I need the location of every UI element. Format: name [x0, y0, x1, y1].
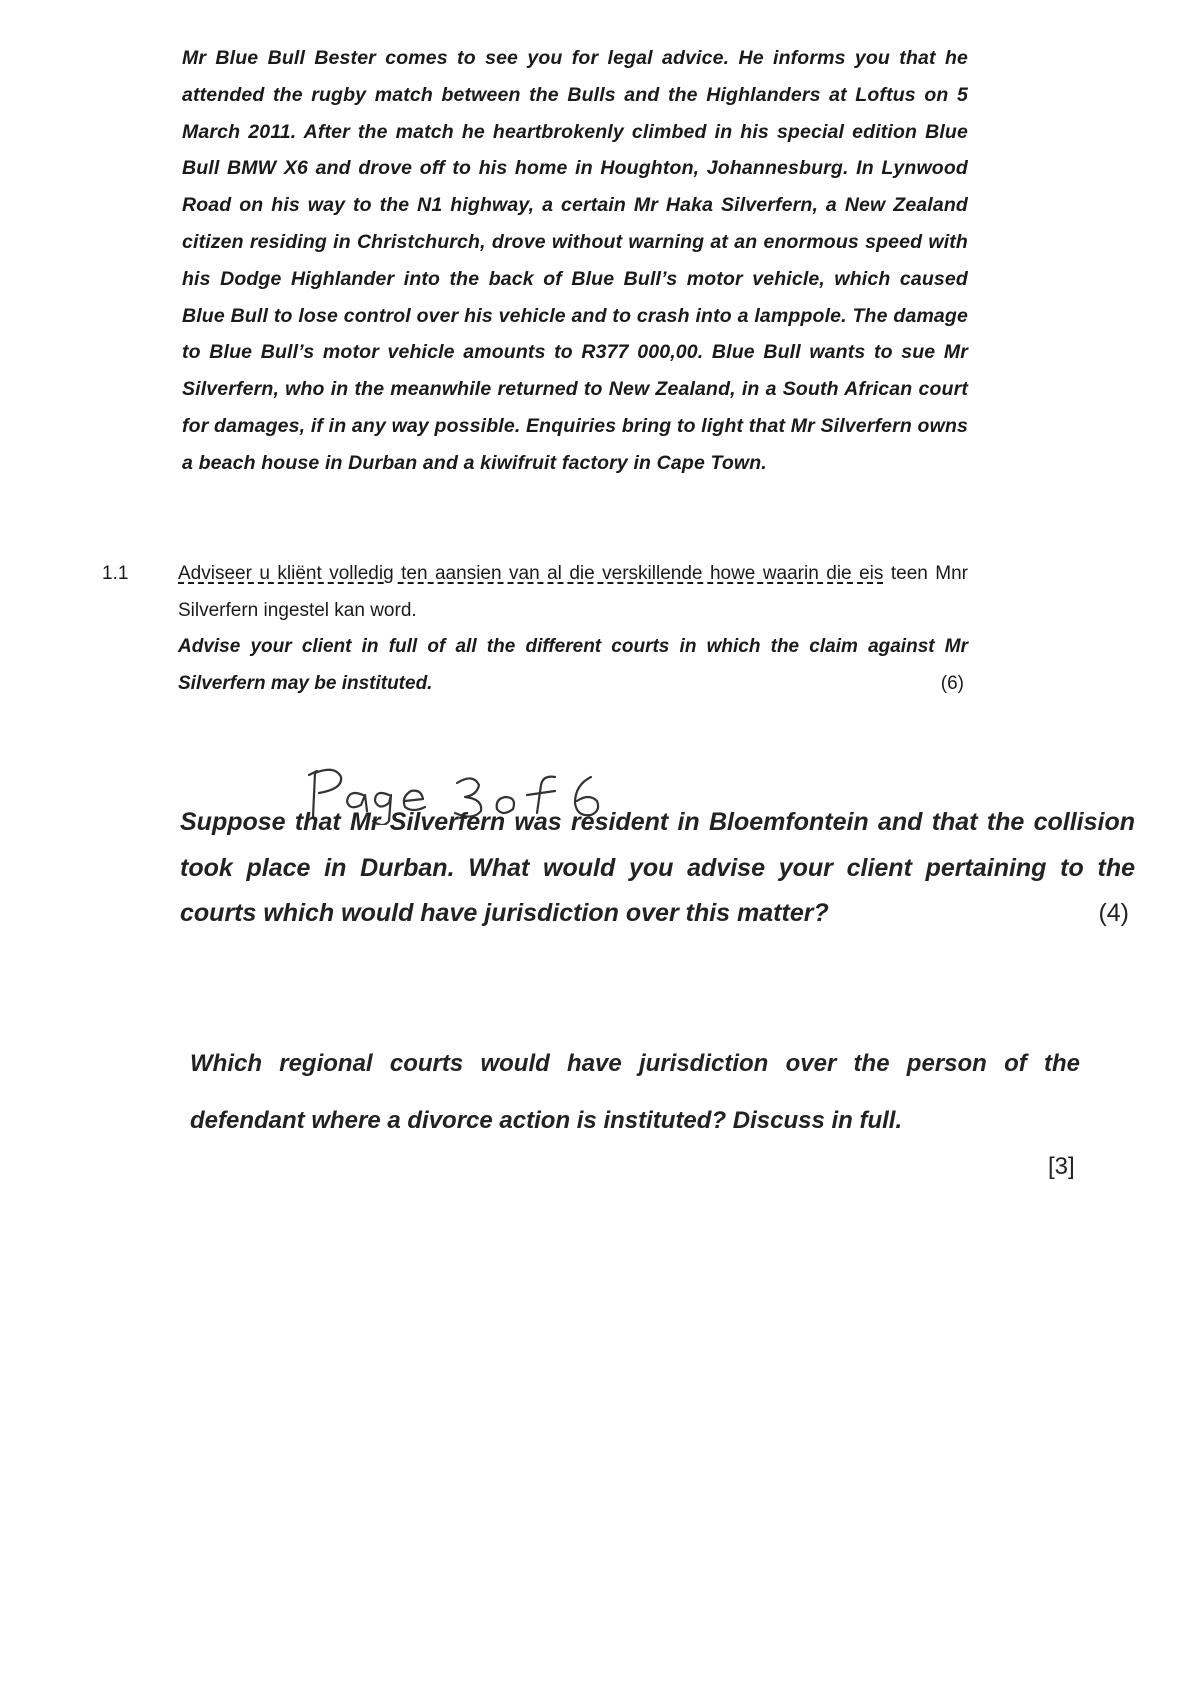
question-3-marks: [3]: [1048, 1153, 1075, 1180]
scenario-paragraph: Mr Blue Bull Bester comes to see you for legal advice. He informs you that he attended the rugby match between the Bulls and the Highlanders at Loftus on 5 March 2011. After the match he heartbrokenly climbed in his special edition Blue Bull BMW X6 and drove off to his home in Houghton, Johannesburg. In Lynwood Road on his way to the N1 highway, a certain Mr Haka Silverfern, a New Zealand citizen residing in Christchurch, drove without warning at an enormous speed with his Dodge Highlander into the back of Blue Bull’s motor vehicle, which caused Blue Bull to lose control over his vehicle and to crash into a lamppole. The damage to Blue Bull’s motor vehicle amounts to R377 000,00. Blue Bull wants to sue Mr Silverfern, who in the meanwhile returned to New Zealand, in a South African court for damages, if in any way possible. Enquiries bring to light that Mr Silverfern owns a beach house in Durban and a kiwifruit factory in Cape Town.: [182, 47, 968, 474]
question-afrikaans: [178, 556, 968, 629]
question-2-text: Suppose that Mr Silverfern was resident in Bloemfontein and that the collision took place in Durban. What would you advise your client pertaining to the courts which would have jurisdiction over this matter?: [180, 808, 1135, 927]
question-2-marks: (4): [1098, 899, 1129, 927]
question-number: 1.1: [102, 563, 129, 584]
question-1-1: [178, 556, 968, 702]
question-english: [178, 629, 968, 702]
question-afrikaans-rest: teen Mnr Silverfern ingestel kan word.: [178, 563, 969, 621]
handwritten-text: Page 3 of 6: [305, 755, 311, 756]
question-english-text: Advise your client in full of all the different courts in which the claim against Mr Silverfern may be instituted.: [178, 636, 968, 694]
question-marks: (6): [940, 672, 964, 694]
question-3: Which regional courts would have jurisdiction over the person of the defendant where a divorce action is instituted? Discuss in full.: [190, 1050, 1080, 1134]
question-2: [180, 800, 1135, 937]
question-afrikaans-underlined: Adviseer u kliënt volledig ten aansien van al die verskillende howe waarin die eis: [178, 563, 884, 584]
